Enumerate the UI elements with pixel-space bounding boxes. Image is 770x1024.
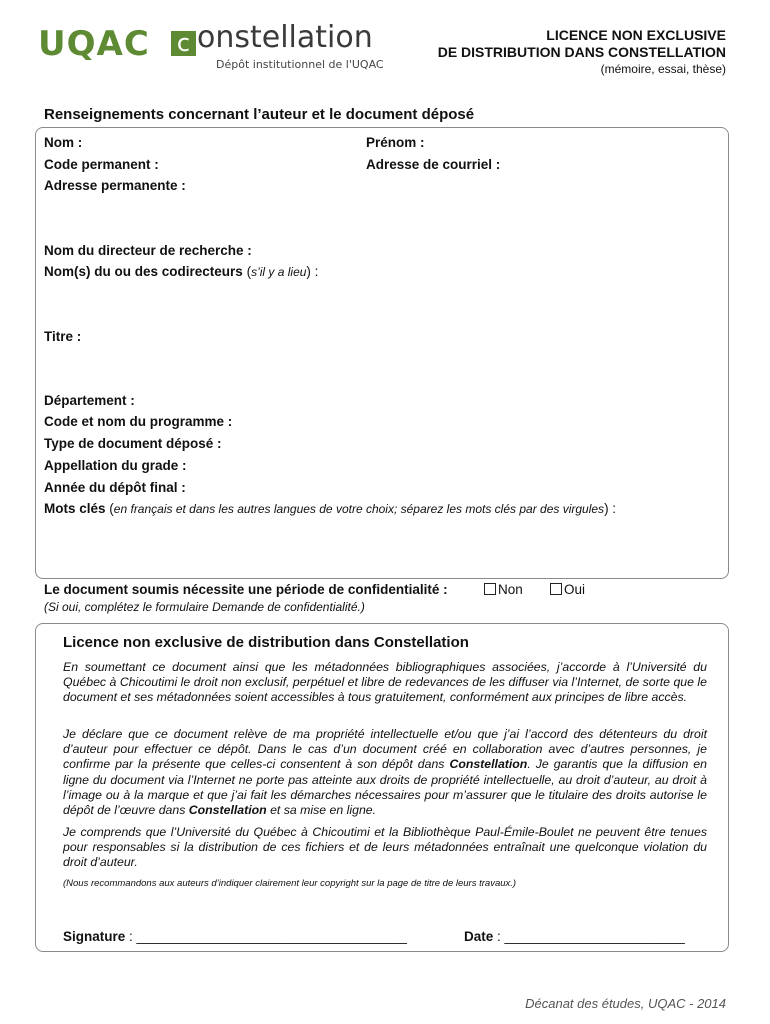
- directeur-field[interactable]: Nom du directeur de recherche :: [44, 243, 252, 258]
- checkbox-non[interactable]: [484, 582, 523, 597]
- mots-cles-label: Mots clés: [44, 501, 106, 516]
- courriel-field[interactable]: Adresse de courriel :: [366, 157, 501, 172]
- signature-field[interactable]: [63, 929, 407, 944]
- signature-line[interactable]: : ____________________________________: [129, 929, 407, 944]
- license-paragraph-3: Je comprends que l’Université du Québec à Chicoutimi et la Bibliothèque Paul-Émile-Boulet ne peuvent être tenues pour responsables si la distribution de ces fichiers et de leurs métadonnées entraînait une quelconque violation du droit d’auteur.: [63, 825, 707, 870]
- grade-field[interactable]: Appellation du grade :: [44, 458, 187, 473]
- document-subtitle: (mémoire, essai, thèse): [600, 62, 726, 76]
- copyright-note: (Nous recommandons aux auteurs d’indiquer clairement leur copyright sur la page de titre de leurs travaux.): [63, 878, 517, 889]
- departement-field[interactable]: Département :: [44, 393, 135, 408]
- checkbox-oui-label: Oui: [564, 582, 586, 597]
- constellation-mention: Constellation: [188, 803, 267, 818]
- nom-field[interactable]: Nom :: [44, 135, 83, 150]
- title-line-2: DE DISTRIBUTION DANS CONSTELLATION: [437, 44, 726, 60]
- uqac-logo: UQAC: [38, 24, 150, 64]
- codirecteurs-hint: s’il y a lieu: [251, 265, 307, 279]
- signature-label: Signature: [63, 929, 126, 944]
- confidentiality-label: Le document soumis nécessite une période de confidentialité :: [44, 582, 448, 597]
- code-permanent-field[interactable]: Code permanent :: [44, 157, 159, 172]
- codirecteurs-label: Nom(s) du ou des codirecteurs: [44, 264, 243, 279]
- checkbox-icon[interactable]: [484, 583, 496, 595]
- date-line[interactable]: : ________________________: [497, 929, 685, 944]
- confidentiality-hint: (Si oui, complétez le formulaire Demande de confidentialité.): [44, 600, 365, 614]
- programme-field[interactable]: Code et nom du programme :: [44, 414, 233, 429]
- constellation-logo-text: onstellation: [197, 20, 373, 55]
- license-paragraph-1: En soumettant ce document ainsi que les métadonnées bibliographiques associées, j’accorde à l’Université du Québec à Chicoutimi le droit non exclusif, perpétuel et libre de redevances de les diffuser via l’Internet, de sorte que le document et ses métadonnées soient accessibles à tous gratuitement, conformément aux principes de libre accès.: [63, 660, 707, 705]
- type-document-field[interactable]: Type de document déposé :: [44, 436, 222, 451]
- titre-field[interactable]: Titre :: [44, 329, 82, 344]
- date-label: Date: [464, 929, 494, 944]
- constellation-logo-mark: c: [171, 31, 196, 56]
- title-line-1: LICENCE NON EXCLUSIVE: [546, 27, 726, 43]
- adresse-field[interactable]: Adresse permanente :: [44, 178, 186, 193]
- prenom-field[interactable]: Prénom :: [366, 135, 425, 150]
- checkbox-non-label: Non: [498, 582, 523, 597]
- footer-text: Décanat des études, UQAC - 2014: [525, 996, 726, 1011]
- document-title: [438, 27, 726, 61]
- license-paragraph-2: Je déclare que ce document relève de ma propriété intellectuelle et/ou que j’ai l’accord des détenteurs du droit d’auteur pour effectuer ce dépôt. Dans le cas d’un document créé en collaboration avec d’autres personnes, je confirme par la présente que celles-ci consentent à son dépôt dans Constellation. Je garantis que la diffusion en ligne du document via l’Internet ne porte pas atteinte aux droits de propriété intellectuelle, au droit d’auteur, au droit à l’image ou à la marque et que j’ai fait les démarches nécessaires pour m’assurer que le titulaire des droits autorise le dépôt de l’œuvre dans Constellation et sa mise en ligne.: [63, 727, 707, 818]
- license-heading: Licence non exclusive de distribution dans Constellation: [63, 634, 469, 651]
- date-field[interactable]: [464, 929, 685, 944]
- codirecteurs-field[interactable]: Nom(s) du ou des codirecteurs (s’il y a lieu) :: [44, 264, 319, 279]
- checkbox-oui[interactable]: [550, 582, 585, 597]
- annee-field[interactable]: Année du dépôt final :: [44, 480, 186, 495]
- checkbox-icon[interactable]: [550, 583, 562, 595]
- constellation-logo-subtitle: Dépôt institutionnel de l'UQAC: [216, 58, 384, 71]
- section-heading-author: Renseignements concernant l’auteur et le document déposé: [44, 106, 475, 123]
- mots-cles-hint: en français et dans les autres langues de votre choix; séparez les mots clés par des virgules: [113, 502, 605, 516]
- mots-cles-field[interactable]: Mots clés (en français et dans les autres langues de votre choix; séparez les mots clés par des virgules) :: [44, 501, 617, 516]
- constellation-mention: Constellation: [449, 757, 528, 772]
